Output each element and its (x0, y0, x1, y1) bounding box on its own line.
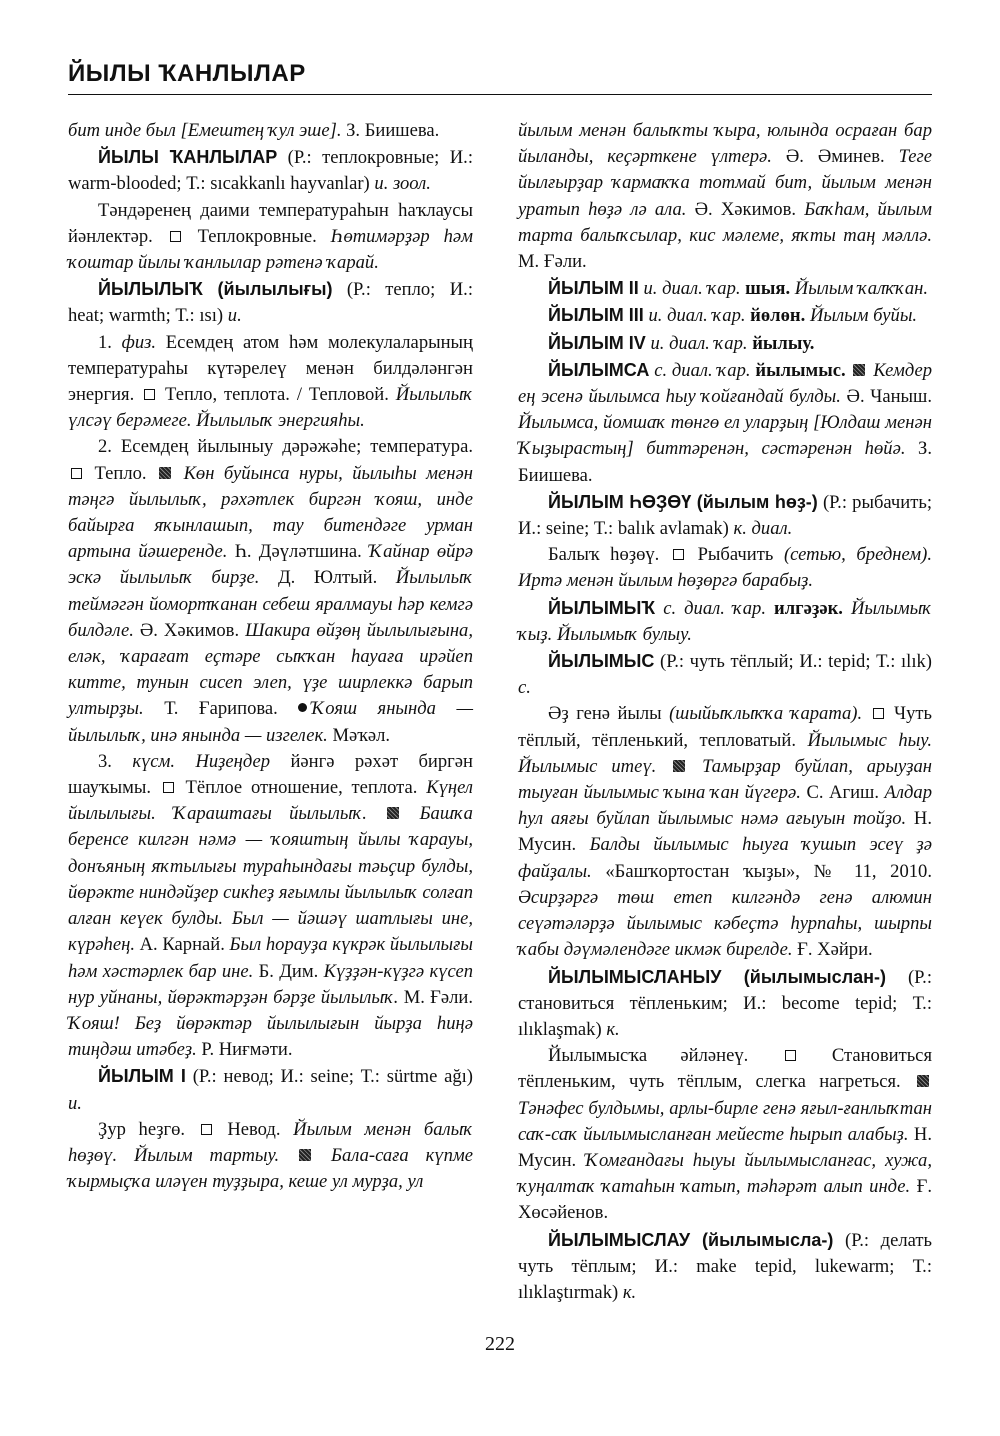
definition-paragraph: Балыҡ һөҙөү. Рыбачить (сетью, бреднем). Иртә менән йылым һөҙөргә барабыҙ. (518, 544, 932, 592)
definition-paragraph: йылым менән балыҡты ҡыра, юлында осраған бар йыланды, кеҫәрткене үлтерә. Ә. Әминев. Теге йылғырҙар ҡармаҡҡа тотмай бит, йылым менән уратып һөҙә лә ала. Ә. Хәкимов. Баҡһам, йылым тарта балыҡсылар, кис мәлеме, яҡты таң мәллә. М. Ғәли. (518, 120, 932, 273)
dictionary-entry (68, 144, 473, 197)
dictionary-entry (518, 489, 932, 542)
example-marker-icon (917, 1075, 929, 1087)
entry-definition: (Р.: тепло; И.: heat; warmth; Т.: ısı) и. (68, 279, 473, 327)
proverb-bullet-icon (298, 703, 307, 712)
entry-headword: ЙЫЛЫЛЫҠ (йылылығы) (98, 279, 333, 300)
russian-equivalent-square-icon (163, 782, 174, 793)
example-marker-icon (387, 807, 399, 819)
entry-headword: ЙЫЛЫМСА (548, 359, 650, 380)
entry-headword: ЙЫЛЫМ ҺӨҘӨҮ (йылым һөҙ-) (548, 491, 818, 512)
example-marker-icon (853, 364, 865, 376)
russian-equivalent-square-icon (71, 468, 82, 479)
entry-headword: ЙЫЛЫМЫС (548, 651, 655, 672)
example-marker-icon (159, 467, 171, 479)
entry-definition: и. диал. ҡар. шыя. Йылым ҡалҡҡан. (643, 278, 928, 300)
entry-headword: ЙЫЛЫ ҠАНЛЫЛАР (98, 147, 278, 168)
entry-headword: ЙЫЛЫМ IV (548, 332, 646, 353)
dictionary-entry (518, 357, 932, 489)
definition-paragraph: 1. физ. Есемдең атом һәм молекулаларының температураһы күтәрелеү менән билдәләнгән энергия. Тепло, теплота. / Тепловой. Йылылыҡ үлсәү берәмеге. Йылылыҡ энергияһы. (68, 331, 473, 432)
entry-definition: с. диал. ҡар. илгәҙәк. Йылымыҡ ҡыҙ. Йылымыҡ булыу. (518, 597, 932, 645)
dictionary-entry (518, 330, 932, 357)
entry-definition: (Р.: делать чуть тёплым; И.: make tepid, lukewarm; Т.: ılıklaştırmak) к. (518, 1229, 932, 1303)
dictionary-entry (518, 1227, 932, 1307)
definition-paragraph: 3. күсм. Ниҙеңдер йәнгә рәхәт биргән шауҡымы. Тёплое отношение, теплота. Күңел йылылығы. Ҡараштағы йылылыҡ. Башҡа беренсе килгән нәмә — ҡояштың йылы ҡарауы, донъяның яҡтылығы тураһындағы тәьҫир булды, йөрәкте ниндәйҙер сикһеҙ яғымлы йылылыҡ солғап алған кеүек булды. Был — йәшәү шатлығы ине, күрәһең. А. Карнай. Был һорауҙа күкрәк йылылығы һәм хәстәрлек бар ине. Б. Дим. Күҙҙән-күҙгә күсеп нур уйнаны, йөрәктәрҙән бәрҙе йылылыҡ. М. Ғәли. Ҡояш! Беҙ йөрәктәр йылылығын йырҙа һиңә тиңдәш итәбеҙ. Р. Ниғмәти. (68, 750, 473, 1061)
entry-headword: ЙЫЛЫМЫСЛАНЫУ (йылымыслан-) (548, 966, 886, 987)
definition-paragraph: Йылымысҡа әйләнеү. Становиться тёпленьким, чуть тёплым, слегка нагреться. Тәнәфес булдымы, арлы-бирле генә яғыл-ғанлыҡтан саҡ-саҡ йылымысланған мейесте һырып алабыҙ. Н. Мусин. Ҡомғандағы һыуы йылымысланғас, хужа, ҡуңалтаҡ ҡатаһын ҡатып, тәһәрәт алып инде. Ғ. Хөсәйенов. (518, 1045, 932, 1224)
left-column (68, 118, 473, 1195)
entry-headword: ЙЫЛЫМЫСЛАУ (йылымысла-) (548, 1229, 834, 1250)
entry-definition: (Р.: рыбачить; И.: seine; Т.: balık avlamak) к. диал. (518, 491, 932, 540)
entry-headword: ЙЫЛЫМ I (98, 1066, 186, 1087)
entry-definition: (Р.: теплокровные; И.: warm-blooded; Т.: sıcakkanlı hayvanlar) и. зоол. (68, 147, 473, 195)
entry-definition: и. диал. ҡар. йөлөн. Йылым буйы. (648, 305, 918, 327)
entry-definition: и. диал. ҡар. йылыу. (650, 332, 815, 354)
russian-equivalent-square-icon (873, 708, 884, 719)
entry-definition: (Р.: чуть тёплый; И.: tepid; Т.: ılık) с. (518, 651, 932, 699)
page-title: ЙЫЛЫ ҠАНЛЫЛАР (68, 60, 306, 87)
dictionary-entry (518, 275, 932, 302)
example-marker-icon (299, 1149, 311, 1161)
entry-headword: ЙЫЛЫМ III (548, 305, 644, 326)
running-header (68, 58, 932, 95)
dictionary-entry (518, 302, 932, 329)
entry-definition: (Р.: невод; И.: seine; Т.: sürtme ağı) и. (68, 1066, 473, 1114)
russian-equivalent-square-icon (785, 1050, 796, 1061)
entry-headword: ЙЫЛЫМЫҠ (548, 597, 656, 618)
dictionary-entry (518, 648, 932, 701)
russian-equivalent-square-icon (170, 231, 181, 242)
definition-paragraph: бит инде был [Емештең ҡул эше]. З. Биишева. (68, 120, 440, 141)
page-number: 222 (485, 1333, 515, 1355)
definition-paragraph: Тәндәренең даими температураһын һаҡлаусы йәнлектәр. Теплокровные. Һөтимәрҙәр һәм ҡоштар йылы ҡанлылар рәтенә ҡарай. (68, 199, 473, 274)
entry-definition: с. диал. ҡар. йылымыс. Кемдер ең эсенә йылымса һыу ҡойғандай булды. Ә. Чаныш. Йылымса, йомшаҡ төнгө ел уларҙың [Юлдаш менән Ҡыҙырастың] биттәренән, сәстәренән һөйә. З. Биишева. (518, 359, 933, 486)
right-column (518, 118, 932, 1306)
dictionary-entry (518, 595, 932, 648)
russian-equivalent-square-icon (144, 389, 155, 400)
definition-paragraph: Әҙ генә йылы (шыйыҡлыҡҡа ҡарата). Чуть тёплый, тёпленький, тепловатый. Йылымыс һыу. Йылымыс итеү. Тамырҙар буйлап, арыуҙан тыуған йылымыс ҡына ҡан йүгерә. С. Агиш. Алдар һул аяғы буйлап йылымыс нәмә ағыуын тойҙо. Н. Мусин. Балды йылымыс һыуға ҡушып эсеү ҙә файҙалы. «Башҡортостан ҡыҙы», № 11, 2010. Әсирҙәргә төш етеп килгәндә генә алюмин сеүәтәләрҙә йылымыс кәбеҫтә һурпаһы, шырпы ҡабы дәүмәлендәге икмәк бирелде. Ғ. Хәйри. (518, 703, 933, 961)
entry-definition: (Р.: становиться тёпленьким; И.: become tepid; Т.: ılıklaşmak) к. (518, 966, 932, 1040)
dictionary-entry (518, 964, 932, 1044)
dictionary-entry (68, 276, 473, 329)
entry-headword: ЙЫЛЫМ II (548, 278, 639, 299)
example-marker-icon (673, 760, 685, 772)
definition-paragraph: 2. Есемдең йылыныу дәрәжәһе; температура. Тепло. Көн буйынса нуры, йылыһы менән тәңгә йылылыҡ, рәхәтлек биргән ҡояш, инде байырға яҡынлашып, тау битендәге урман артына йәшеренде. Һ. Дәүләтшина. Ҡайнар өйрә эскә йылылыҡ бирҙе. Д. Юлтый. Йылылыҡ теймәгән йомортҡанан себеш яралмауы һәр кемгә билдәле. Ә. Хәкимов. Шакира өйҙөң йылылығына, еләк, ҡарағат еҫтәре сыҡҡан һауаға ирәйеп китте, тунын сисеп элеп, үҙе ширлеккә барып ултырҙы. Т. Ғарипова. Ҡояш янында — йылылыҡ, инә янында — изгелек. Мәҡәл. (68, 436, 474, 746)
dictionary-entry (68, 1063, 473, 1116)
russian-equivalent-square-icon (201, 1124, 212, 1135)
russian-equivalent-square-icon (673, 549, 684, 560)
definition-paragraph: Ҙур һеҙгө. Невод. Йылым менән балыҡ һөҙөү. Йылым тартыу. Бала-саға күпме ҡырмыҫҡа иләүен туҙҙыра, кеше ул мурҙа, ул (68, 1118, 474, 1193)
